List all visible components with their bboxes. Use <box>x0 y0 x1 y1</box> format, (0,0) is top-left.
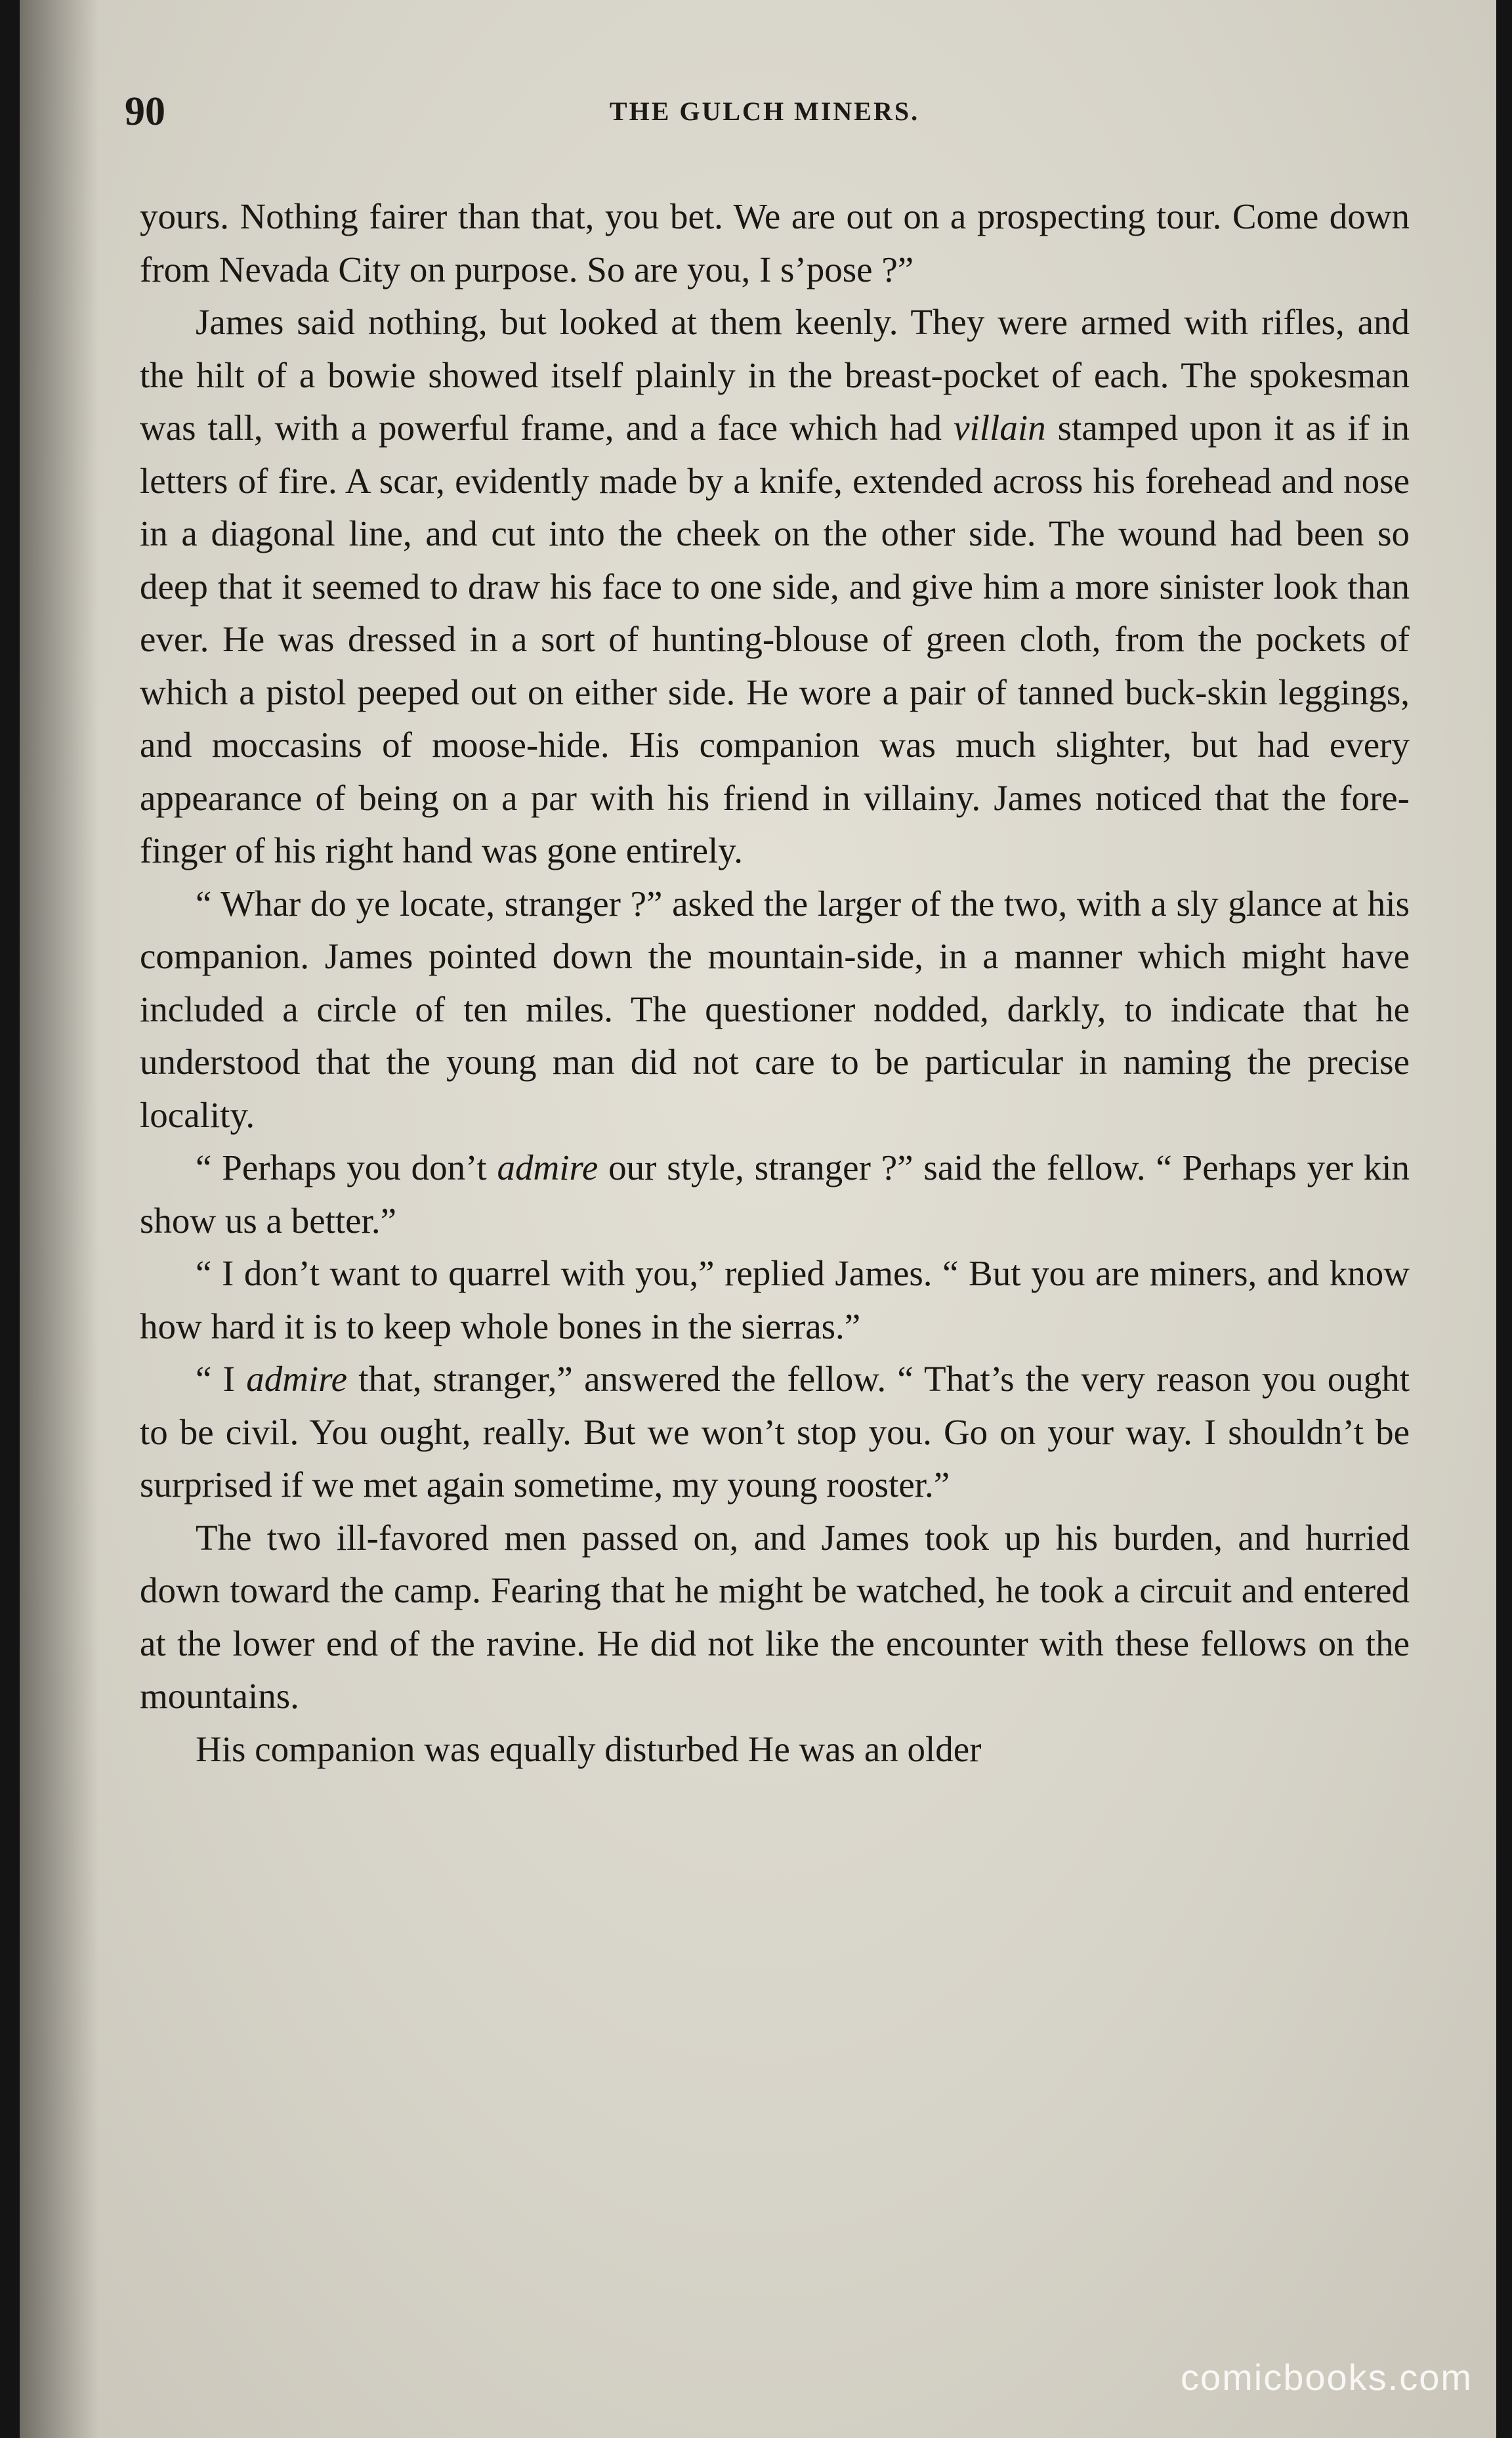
paragraph <box>140 1247 1410 1353</box>
page-number: 90 <box>125 89 165 134</box>
paragraph <box>140 190 1410 296</box>
text-run: “ Perhaps you don’t <box>196 1147 497 1187</box>
text-run: “ Whar do ye locate, stranger ?” asked the larger of the two, with a sly glance at his companion. James pointed down the mountain-side, in a manner which might have included a circle of ten miles. The questioner nodded, darkly, to indicate that he understood that the young man did not care to be particular in naming the precise locality. <box>140 883 1410 1135</box>
italic-word: admire <box>497 1147 598 1187</box>
text-run: “ I <box>196 1359 247 1399</box>
text-run: The two ill-favored men passed on, and James took up his burden, and hurried down toward the camp. Fearing that he might be watched, he took a circuit and entered at the lower end of the ravine. He did not like the encounter with these fellows on the mountains. <box>140 1517 1410 1716</box>
italic-word: villain <box>954 408 1046 448</box>
paragraph <box>140 1512 1410 1723</box>
paragraph <box>140 1353 1410 1512</box>
text-run: His companion was equally disturbed He was an older <box>196 1728 982 1769</box>
text-run: James said nothing, but looked at them keenly. They were armed with rifles, and the hilt of a bowie showed itself plainly in the breast-pocket of each. The spokesman was tall, with a powerful frame, and a face which had <box>140 302 1410 448</box>
text-run: stamped upon it as if in letters of fire. A scar, evidently made by a knife, extended across his forehead and nose in a diagonal line, and cut into the cheek on the other side. The wound had been so deep that it seemed to draw his face to one side, and give him a more sinister look than ever. He was dressed in a sort of hunting-blouse of green cloth, from the pockets of which a pistol peeped out on either side. He wore a pair of tanned buck-skin leggings, and moccasins of moose-hide. His companion was much slighter, but had every appearance of being on a par with his friend in villainy. James noticed that the fore-finger of his right hand was gone entirely. <box>140 408 1410 870</box>
text-run: our style, stranger ?” said the fellow. “ Perhaps yer kin show us a better.” <box>140 1147 1410 1241</box>
paragraph <box>140 1723 1410 1776</box>
text-run: yours. Nothing fairer than that, you bet. We are out on a prospecting tour. Come down from Nevada City on purpose. So are you, I s’pose ?” <box>140 196 1410 289</box>
italic-word: admire <box>246 1359 348 1399</box>
body-text <box>140 190 1410 1776</box>
paragraph <box>140 878 1410 1142</box>
paragraph <box>140 296 1410 878</box>
page-gutter-shadow <box>20 0 98 2438</box>
watermark-text: comicbooks.com <box>1180 2357 1473 2398</box>
page-header <box>125 89 1404 135</box>
text-run: “ I don’t want to quarrel with you,” replied James. “ But you are miners, and know how hard it is to keep whole bones in the sierras.” <box>140 1253 1410 1346</box>
book-page <box>20 0 1496 2438</box>
paragraph <box>140 1142 1410 1247</box>
text-run: that, stranger,” answered the fellow. “ That’s the very reason you ought to be civil. You ought, really. But we won’t stop you. Go on your way. I shouldn’t be surprised if we met again sometime, my young rooster.” <box>140 1359 1410 1505</box>
running-head: THE GULCH MINERS. <box>609 96 920 126</box>
